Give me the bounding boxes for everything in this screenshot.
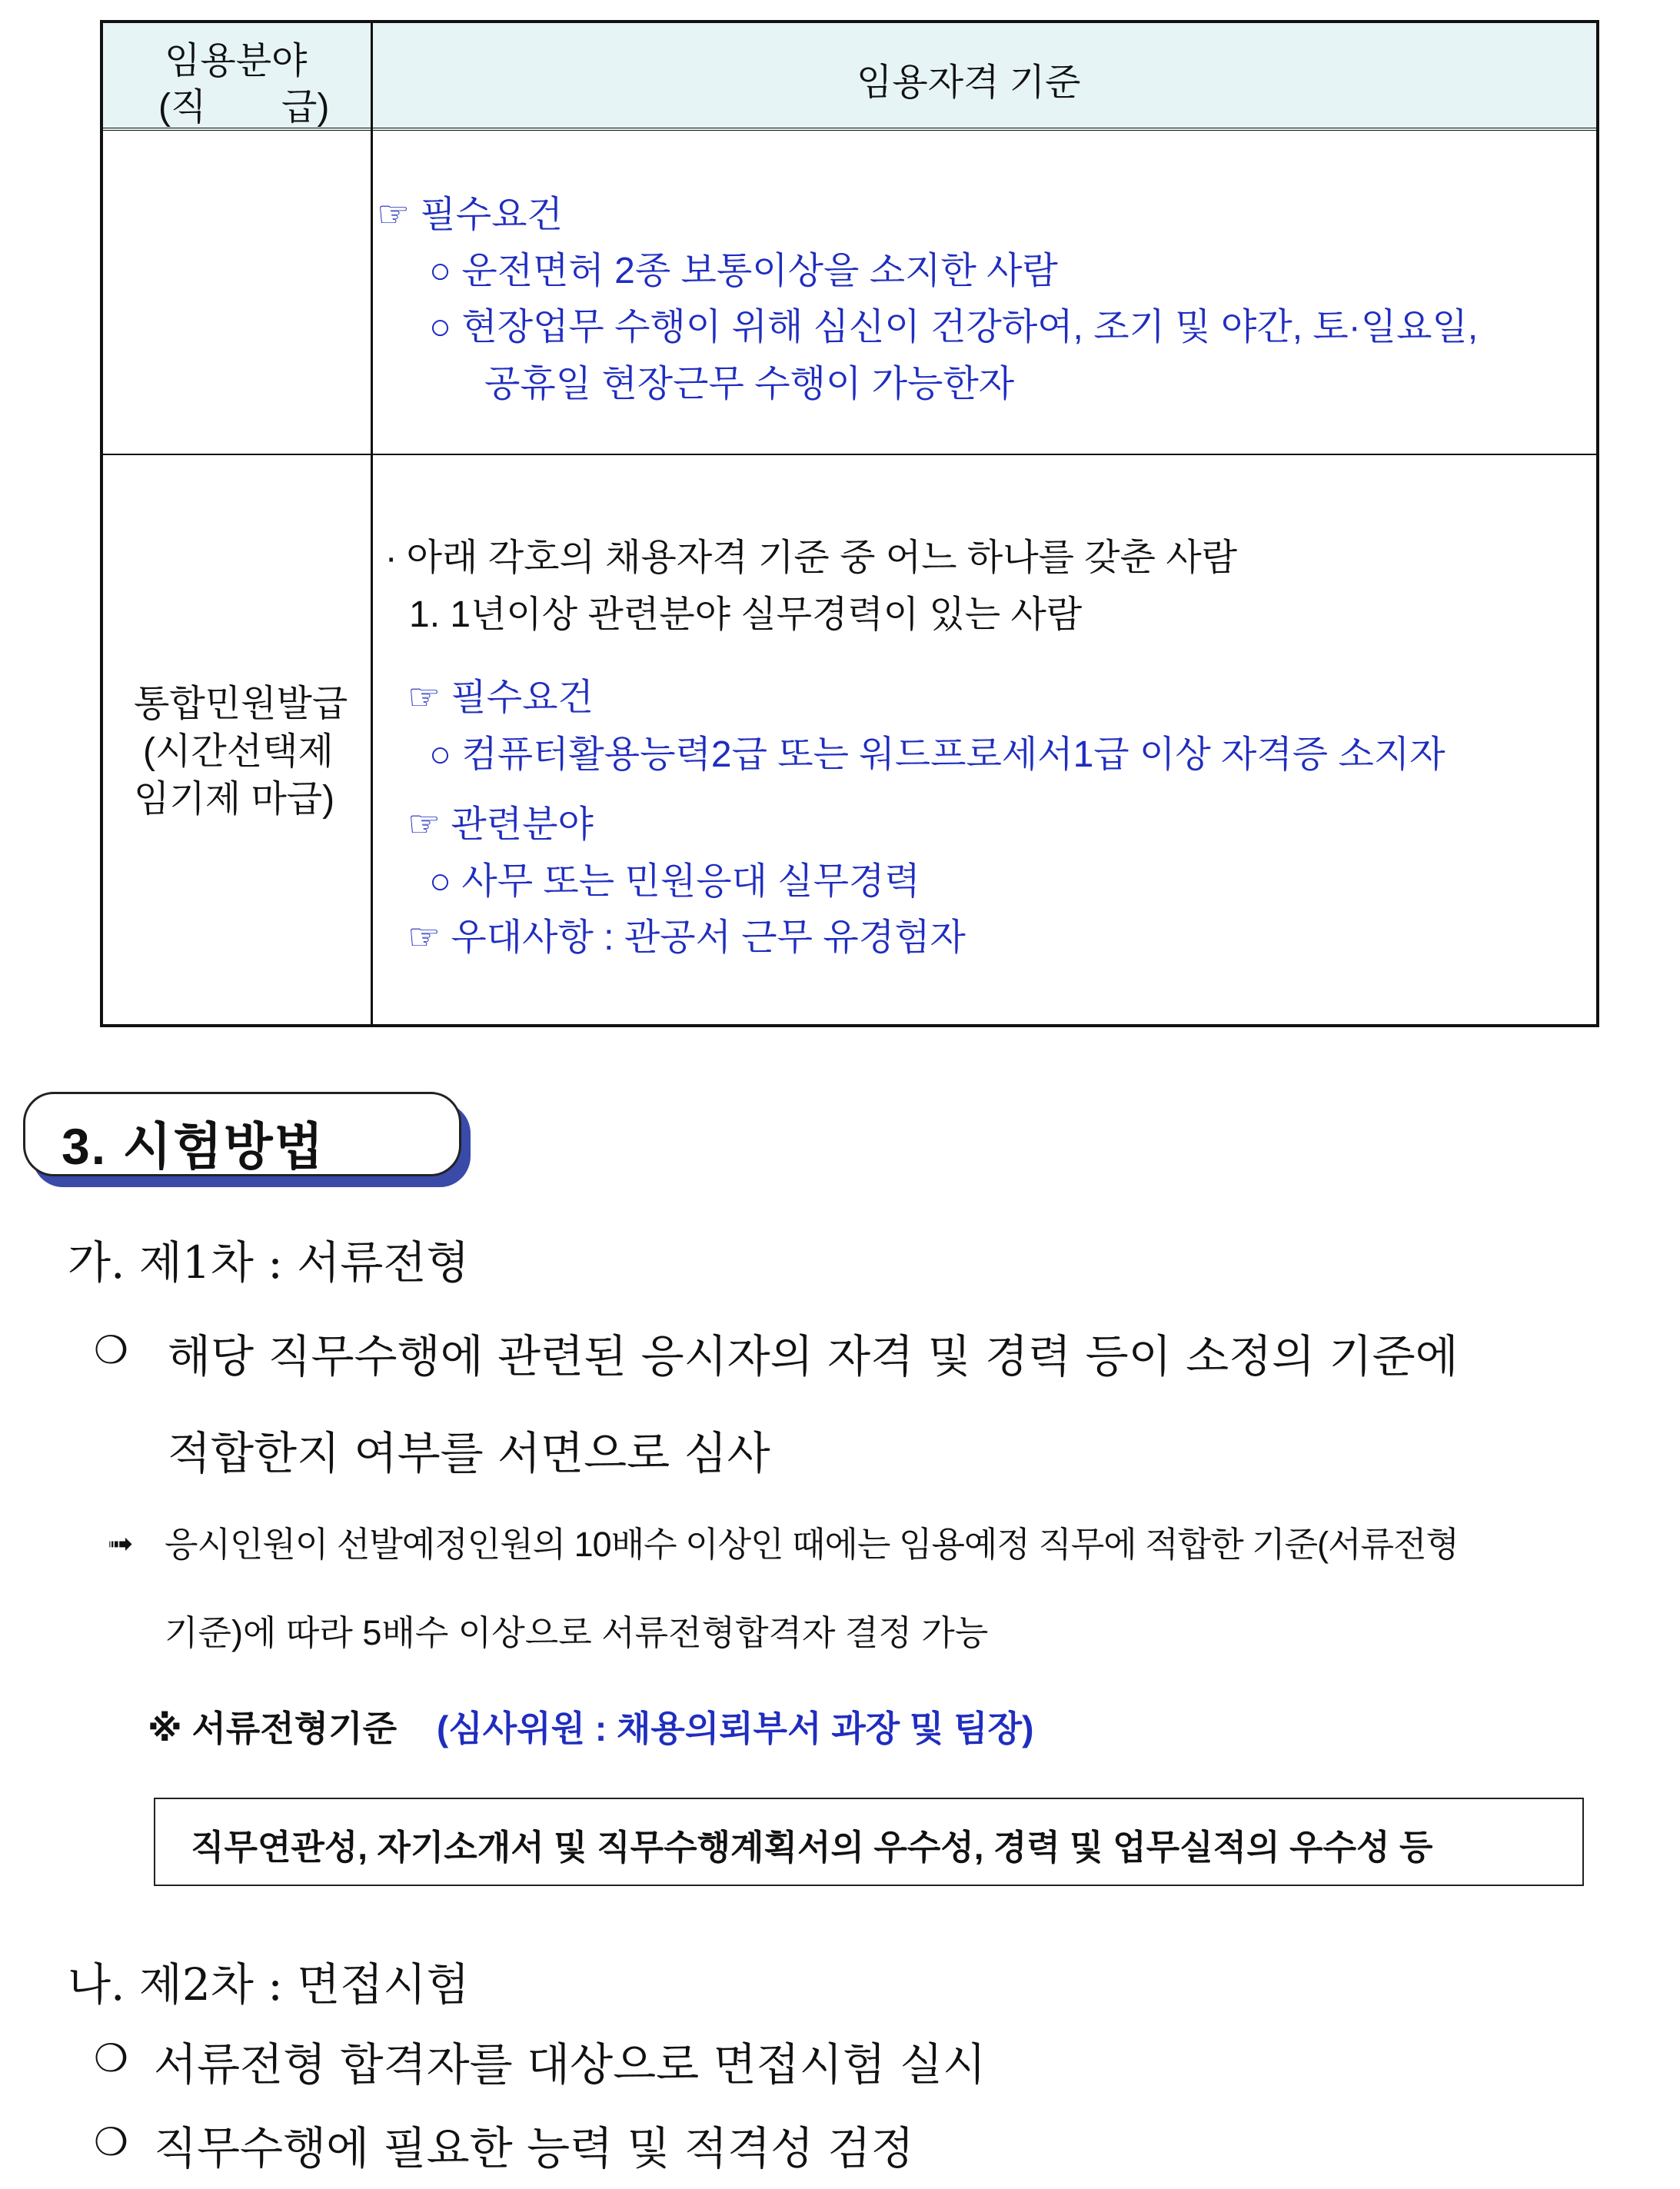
row-divider	[103, 454, 1596, 455]
row2-field-item: ○ 사무 또는 민원응대 실무경력	[429, 861, 920, 902]
header-field-label: 임용분야	[165, 41, 308, 82]
circle-bullet-icon: ❍	[94, 1329, 128, 1372]
row2-position-line: (시간선택제	[143, 731, 334, 772]
row2-position-line: 통합민원발급	[134, 684, 348, 724]
row2-criterion: 1. 1년이상 관련분야 실무경력이 있는 사람	[409, 594, 1083, 635]
criteria-reviewers: (심사위원 : 채용의뢰부서 과장 및 팀장)	[437, 1708, 1034, 1748]
column-divider	[371, 23, 373, 1024]
stage2-item: 서류전형 합격자를 대상으로 면접시험 실시	[154, 2038, 986, 2091]
circle-bullet-icon: ❍	[94, 2037, 128, 2080]
row2-preference: ☞ 우대사항 : 관공서 근무 유경험자	[408, 917, 966, 958]
criteria-label: ※ 서류전형기준	[148, 1708, 398, 1748]
header-grade-open: (직	[158, 87, 207, 128]
stage1-note: 기준)에 따라 5배수 이상으로 서류전형합격자 결정 가능	[165, 1613, 989, 1652]
stage1-text: 적합한지 여부를 서면으로 심사	[168, 1427, 770, 1479]
circle-bullet-icon: ❍	[94, 2121, 128, 2164]
row2-required-item: ○ 컴퓨터활용능력2급 또는 워드프로세서1급 이상 자격증 소지자	[429, 734, 1445, 775]
section-title: 3. 시험방법	[62, 1118, 325, 1175]
stage2-heading: 나. 제2차 : 면접시험	[68, 1958, 470, 2011]
arrow-icon: ➟	[108, 1527, 134, 1561]
row2-intro: ∙ 아래 각호의 채용자격 기준 중 어느 하나를 갖춘 사람	[386, 537, 1238, 578]
stage1-note: 응시인원이 선발예정인원의 10배수 이상인 때에는 임용예정 직무에 적합한 기준(서류전형	[165, 1525, 1459, 1564]
criteria-box-text: 직무연관성, 자기소개서 및 직무수행계획서의 우수성, 경력 및 업무실적의 우수성 등	[191, 1828, 1433, 1867]
header-grade-close: 급)	[281, 87, 330, 128]
qualification-table	[100, 20, 1599, 1027]
row1-required-label: ☞ 필수요건	[377, 195, 563, 235]
header-criteria-label: 임용자격 기준	[857, 62, 1081, 103]
row1-item: ○ 운전면허 2종 보통이상을 소지한 사람	[429, 251, 1058, 291]
row1-item: 공휴일 현장근무 수행이 가능한자	[484, 364, 1015, 404]
stage1-heading: 가. 제1차 : 서류전형	[68, 1236, 470, 1289]
row1-item: ○ 현장업무 수행이 위해 심신이 건강하여, 조기 및 야간, 토·일요일,	[429, 307, 1479, 348]
stage1-text: 해당 직무수행에 관련된 응시자의 자격 및 경력 등이 소정의 기준에	[168, 1330, 1459, 1382]
row2-position-line: 임기제 마급)	[134, 779, 335, 820]
row2-required-label: ☞ 필수요건	[408, 677, 594, 718]
row2-field-label: ☞ 관련분야	[408, 804, 594, 845]
stage2-item: 직무수행에 필요한 능력 및 적격성 검정	[154, 2122, 914, 2174]
